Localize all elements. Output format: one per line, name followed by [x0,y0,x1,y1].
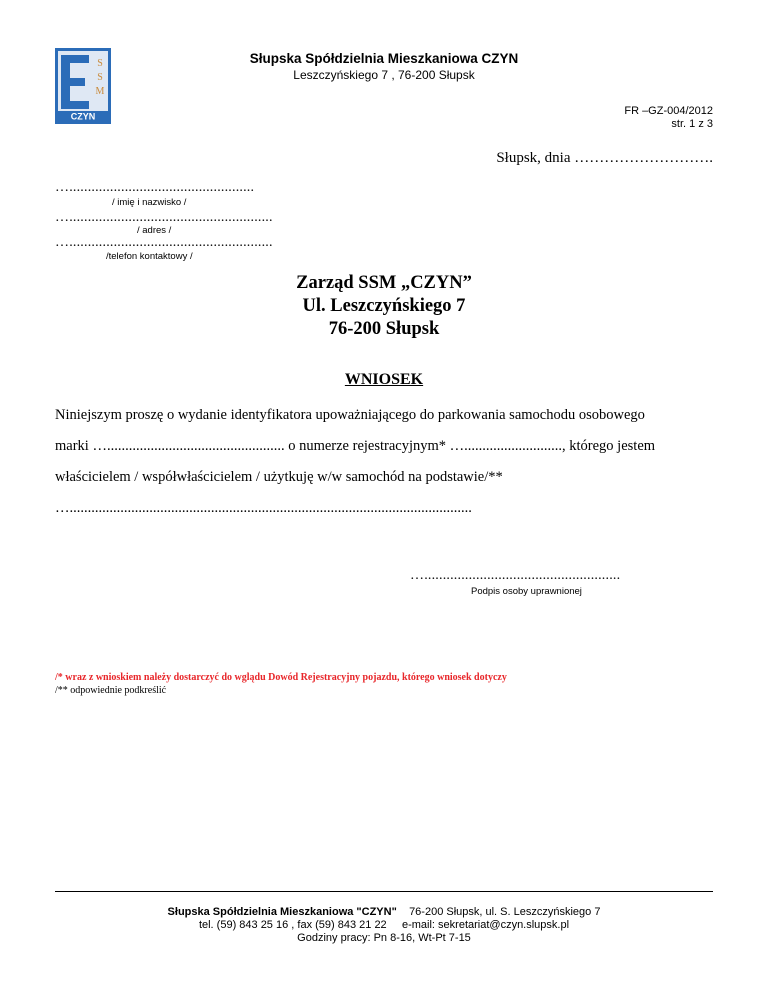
organization-name: Słupska Spółdzielnia Mieszkaniowa CZYN [249,51,519,66]
svg-text:S: S [97,72,103,83]
svg-text:S: S [97,58,103,69]
place-date-line: Słupsk, dnia ………………………. [496,150,713,166]
sender-phone-caption: /telefon kontaktowy / [106,251,193,262]
document-title: WNIOSEK [344,371,424,388]
form-code-block [624,105,713,131]
recipient-name: Zarząd SSM „CZYN” [296,273,472,293]
signature-field: …..................................................... [410,568,621,583]
footer-hours: Godziny pracy: Pn 8-16, Wt-Pt 7-15 [297,932,471,944]
body-line-4: …............................................................................................................... [55,500,472,516]
footer [0,906,768,945]
sender-address-caption: / adres / [137,225,172,236]
sender-name-caption: / imię i nazwisko / [112,197,187,208]
signature-caption: Podpis osoby uprawnionej [471,586,582,597]
svg-text:CZYN: CZYN [70,111,96,122]
request-body [55,400,715,524]
footer-phones: tel. (59) 843 25 16 , fax (59) 843 21 22 [198,919,387,931]
sender-address-field: …....................................................... [55,210,273,225]
footer-email: e-mail: sekretariat@czyn.slupsk.pl [401,919,570,931]
footer-address: 76-200 Słupsk, ul. S. Leszczyńskiego 7 [409,906,601,918]
body-line-1: Niniejszym proszę o wydanie identyfikatora upoważniającego do parkowania samochodu osobowego [55,407,645,423]
svg-text:M: M [95,86,105,97]
footer-divider [55,891,713,892]
recipient-block [0,272,768,341]
sender-name-field: ….................................................. [55,180,255,195]
sender-phone-field: …....................................................... [55,235,273,250]
page-indicator: str. 1 z 3 [671,118,713,130]
recipient-city: 76-200 Słupsk [328,319,440,339]
form-code: FR –GZ-004/2012 [624,105,713,117]
footnote-registration: /* wraz z wnioskiem należy dostarczyć do wglądu Dowód Rejestracyjny pojazdu, którego wniosek dotyczy [55,672,507,683]
body-line-3: właścicielem / współwłaścicielem / użytkuję w/w samochód na podstawie/** [55,469,503,485]
footer-org-name: Słupska Spółdzielnia Mieszkaniowa "CZYN" [167,906,397,918]
body-line-2: marki …................................................. o numerze rejestracyjnym* …..........................., którego jestem [55,438,656,454]
recipient-street: Ul. Leszczyńskiego 7 [302,296,466,316]
organization-address: Leszczyńskiego 7 , 76-200 Słupsk [293,68,475,82]
footnote-underline: /** odpowiednie podkreślić [55,685,167,696]
